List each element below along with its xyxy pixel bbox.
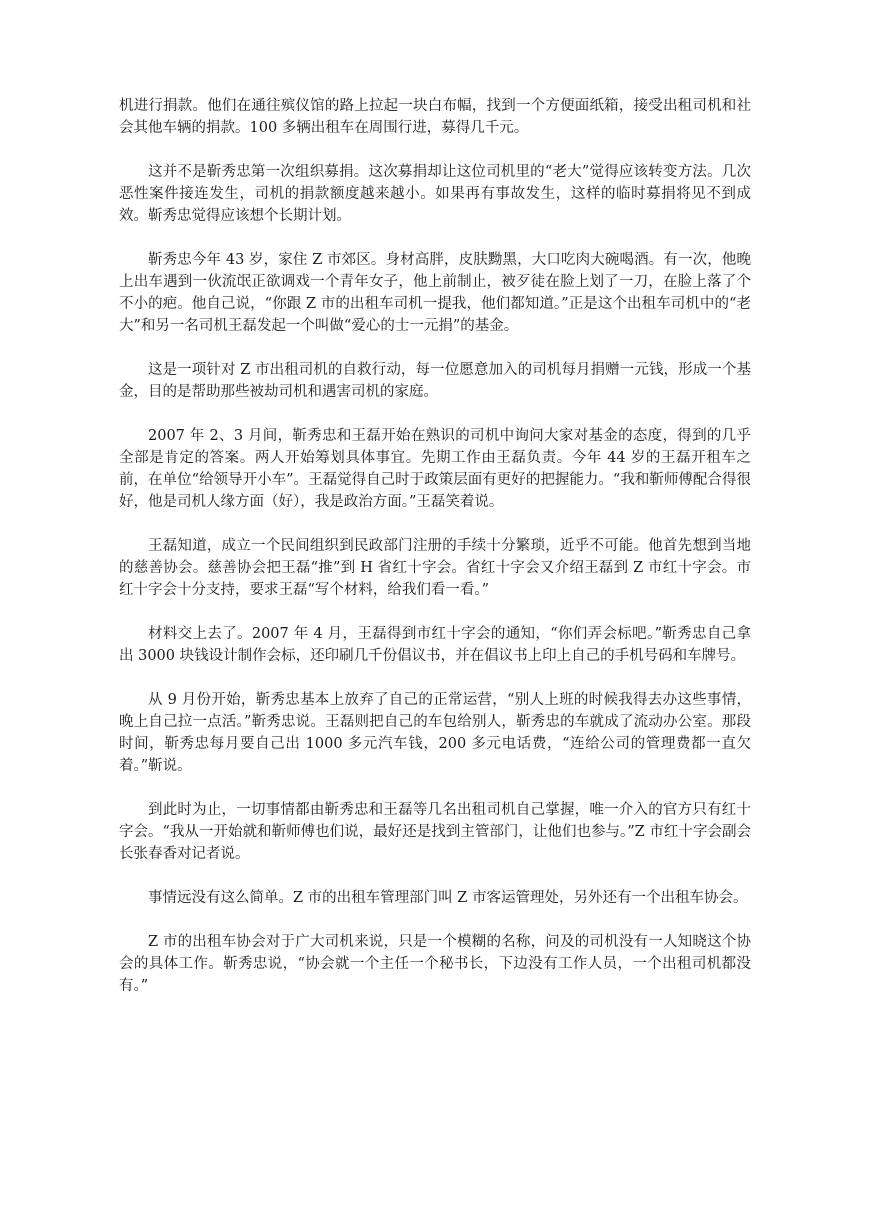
paragraph-10: 事情远没有这么简单。Z 市的出租车管理部门叫 Z 市客运管理处，另外还有一个出租车协会。	[148, 890, 748, 906]
paragraph-4: 这是一项针对 Z 市出租司机的自救行动，每一位愿意加入的司机每月捐赠一元钱，形成一个基金，目的是帮助那些被劫司机和遇害司机的家庭。	[119, 362, 751, 400]
document-body	[119, 95, 751, 1019]
paragraph-8: 从 9 月份开始，靳秀忠基本上放弃了自己的正常运营，“别人上班的时候我得去办这些事情，晚上自己拉一点活。”靳秀忠说。王磊则把自己的车包给别人，靳秀忠的车就成了流动办公室。那段时间，靳秀忠每月要自己出 1000 多元汽车钱，200 多元电话费，“连给公司的管理费都一直欠着。”靳说。	[119, 692, 751, 774]
paragraph-11: Z 市的出租车协会对于广大司机来说，只是一个模糊的名称，问及的司机没有一人知晓这个协会的具体工作。靳秀忠说，“协会就一个主任一个秘书长，下边没有工作人员，一个出租司机都没有。”	[119, 934, 751, 994]
paragraph-9: 到此时为止，一切事情都由靳秀忠和王磊等几名出租司机自己掌握，唯一介入的官方只有红十字会。“我从一开始就和靳师傅也们说，最好还是找到主管部门，让他们也参与。”Z 市红十字会副会长张春香对记者说。	[119, 802, 751, 862]
paragraph-2: 这并不是靳秀忠第一次组织募捐。这次募捐却让这位司机里的“老大”觉得应该转变方法。几次恶性案件接连发生，司机的捐款额度越来越小。如果再有事故发生，这样的临时募捐将见不到成效。靳秀忠觉得应该想个长期计划。	[119, 164, 751, 224]
paragraph-3: 靳秀忠今年 43 岁，家住 Z 市郊区。身材高胖，皮肤黝黑，大口吃肉大碗喝酒。有一次，他晚上出车遇到一伙流氓正欲调戏一个青年女子，他上前制止，被歹徒在脸上划了一刀，在脸上落了个不小的疤。他自己说，“你跟 Z 市的出租车司机一提我，他们都知道。”正是这个出租车司机中的“老大”和另一名司机王磊发起一个叫做“爱心的士一元捐”的基金。	[119, 252, 751, 334]
paragraph-1: 机进行捐款。他们在通往殡仪馆的路上拉起一块白布幅，找到一个方便面纸箱，接受出租司机和社会其他车辆的捐款。100 多辆出租车在周围行进，募得几千元。	[119, 98, 751, 136]
paragraph-6: 王磊知道，成立一个民间组织到民政部门注册的手续十分繁琐，近乎不可能。他首先想到当地的慈善协会。慈善协会把王磊“推”到 H 省红十字会。省红十字会又介绍王磊到 Z 市红十字会。市红十字会十分支持，要求王磊“写个材料，给我们看一看。”	[119, 538, 751, 598]
paragraph-7: 材料交上去了。2007 年 4 月，王磊得到市红十字会的通知，“你们弄会标吧。”靳秀忠自己拿出 3000 块钱设计制作会标，还印刷几千份倡议书，并在倡议书上印上自己的手机号码和车牌号。	[119, 626, 751, 664]
paragraph-5: 2007 年 2、3 月间，靳秀忠和王磊开始在熟识的司机中询问大家对基金的态度，得到的几乎全部是肯定的答案。两人开始筹划具体事宜。先期工作由王磊负责。今年 44 岁的王磊开租车之前，在单位“给领导开小车”。王磊觉得自己时于政策层面有更好的把握能力。“我和靳师傅配合得很好，他是司机人缘方面（好），我是政治方面。”王磊笑着说。	[119, 428, 751, 510]
